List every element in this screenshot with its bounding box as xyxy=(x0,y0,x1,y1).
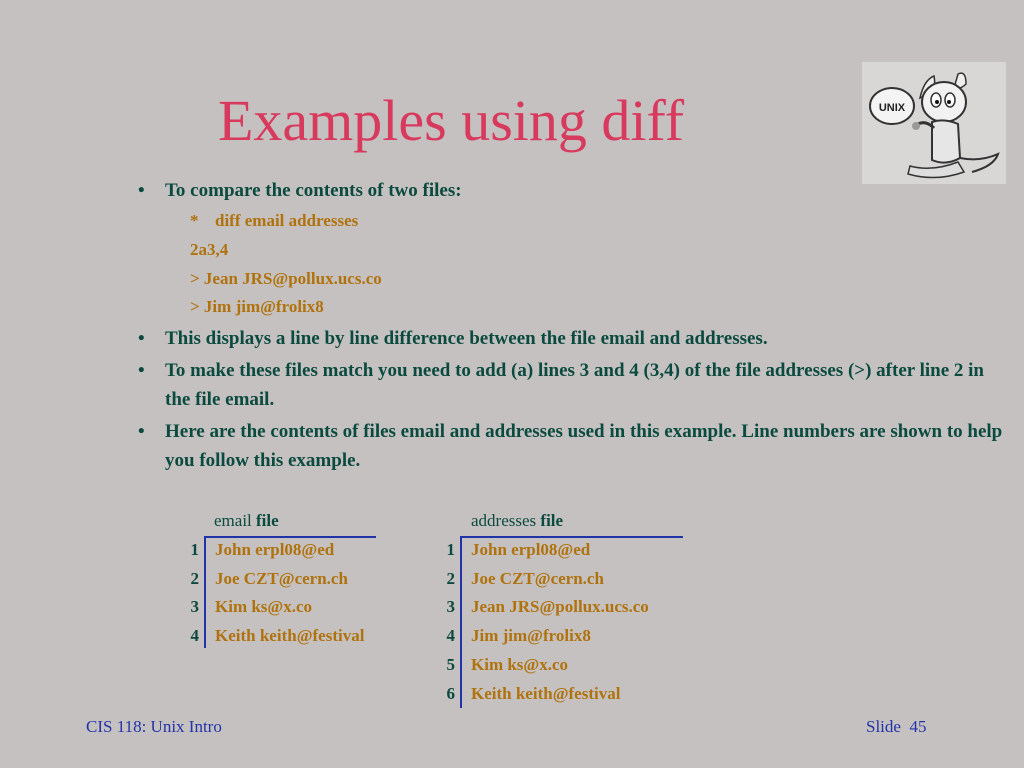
slide-title: Examples using diff xyxy=(218,88,685,153)
email-line: Joe CZT@cern.ch xyxy=(215,569,348,588)
line-number: 1 xyxy=(446,540,455,559)
bullet-marker: • xyxy=(138,421,145,442)
addresses-line: Joe CZT@cern.ch xyxy=(471,569,604,588)
addresses-line: Kim ks@x.co xyxy=(471,655,569,674)
email-line: Keith keith@festival xyxy=(215,626,365,645)
addresses-file-heading xyxy=(471,511,563,531)
email-file-heading xyxy=(214,511,279,531)
line-number: 3 xyxy=(446,597,455,616)
unix-badge-text: UNIX xyxy=(878,102,906,114)
bullet-contents: Here are the contents of files email and addresses used in this example. Line numbers are shown to help you follow this example. xyxy=(165,421,1003,471)
email-line: John erpl08@ed xyxy=(215,540,335,559)
addresses-line: Keith keith@festival xyxy=(471,684,621,703)
diff-output-line: 2a3,4 xyxy=(190,240,229,259)
bullet-displays: This displays a line by line difference between the file email and addresses. xyxy=(165,328,768,349)
bullet-compare: To compare the contents of two files: xyxy=(165,180,462,201)
diff-output-line: > Jim jim@frolix8 xyxy=(190,297,324,316)
addresses-file-suffix: file xyxy=(540,511,564,530)
daemon-mascot-icon xyxy=(862,62,1006,184)
slide-number: 45 xyxy=(909,717,927,736)
email-file-name: email xyxy=(214,511,252,530)
bullet-marker: • xyxy=(138,360,145,381)
footer-slide-number xyxy=(866,717,926,737)
email-table-rule xyxy=(205,536,376,538)
email-line: Kim ks@x.co xyxy=(215,597,313,616)
line-number: 4 xyxy=(190,626,199,645)
line-number: 1 xyxy=(190,540,199,559)
command-star: * xyxy=(190,211,199,230)
addresses-line: John erpl08@ed xyxy=(471,540,591,559)
slide-label: Slide xyxy=(866,717,901,736)
addresses-line: Jean JRS@pollux.ucs.co xyxy=(471,597,649,616)
line-number: 4 xyxy=(446,626,455,645)
line-number: 2 xyxy=(190,569,199,588)
addresses-table-rule xyxy=(462,536,683,538)
line-number: 6 xyxy=(446,684,455,703)
bullet-marker: • xyxy=(138,328,145,349)
addresses-file-name: addresses xyxy=(471,511,537,530)
line-number: 3 xyxy=(190,597,199,616)
diff-output-line: > Jean JRS@pollux.ucs.co xyxy=(190,269,382,288)
email-file-suffix: file xyxy=(256,511,279,530)
diff-command: diff email addresses xyxy=(215,211,359,230)
bullet-match: To make these files match you need to add (a) lines 3 and 4 (3,4) of the file addresses (>) after line 2 in the file email. xyxy=(165,360,985,410)
line-number: 2 xyxy=(446,569,455,588)
addresses-line: Jim jim@frolix8 xyxy=(471,626,591,645)
email-table-divider xyxy=(204,536,206,648)
line-number: 5 xyxy=(446,655,455,674)
footer-course: CIS 118: Unix Intro xyxy=(86,717,222,736)
addresses-table-divider xyxy=(460,536,462,708)
bullet-marker: • xyxy=(138,180,145,201)
